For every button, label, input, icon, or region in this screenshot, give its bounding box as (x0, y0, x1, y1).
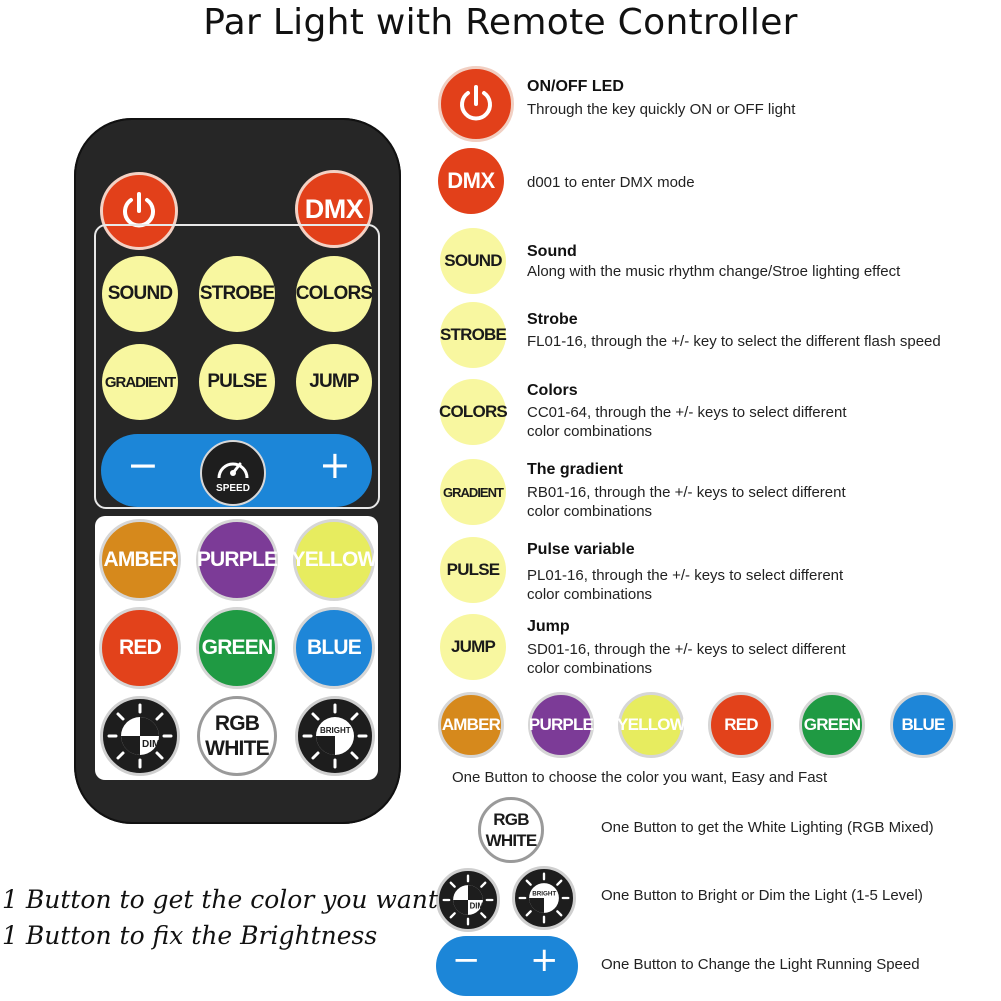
legend-desc-onoff: Through the key quickly ON or OFF light (527, 101, 796, 118)
note-color: 1 Button to get the color you want (2, 885, 438, 914)
colors-button[interactable]: COLORS (296, 256, 372, 332)
legend-dim-button (436, 868, 500, 932)
green-button[interactable]: GREEN (196, 607, 278, 689)
dmx-button[interactable]: DMX (295, 170, 373, 248)
legend-title-sound: Sound (527, 243, 577, 260)
legend-jump-button: JUMP (440, 614, 506, 680)
legend-desc-pulse-2: color combinations (527, 586, 653, 603)
legend-rgb-label: RGB (493, 810, 529, 829)
legend-green-button: GREEN (799, 692, 865, 758)
dim-label: DIM (142, 739, 161, 750)
legend-bright-label: BRIGHT (532, 890, 557, 898)
bright-icon (298, 699, 372, 773)
gradient-button[interactable]: GRADIENT (102, 344, 178, 420)
caption-brightness: One Button to Bright or Dim the Light (1-5 Level) (601, 887, 923, 904)
speedometer-icon (202, 442, 264, 504)
legend-title-jump: Jump (527, 618, 570, 635)
caption-colors: One Button to choose the color you want, Easy and Fast (452, 769, 828, 786)
legend-white-label: WHITE (485, 831, 537, 850)
legend-purple-button: PURPLE (528, 692, 594, 758)
sound-button[interactable]: SOUND (102, 256, 178, 332)
legend-desc-colors-2: color combinations (527, 423, 653, 440)
legend-red-button: RED (708, 692, 774, 758)
dim-icon (439, 871, 497, 929)
rgb-label: RGB (214, 712, 260, 735)
legend-dim-label: DIM (469, 901, 484, 911)
page-title: Par Light with Remote Controller (203, 2, 798, 43)
strobe-button[interactable]: STROBE (199, 256, 275, 332)
white-label: WHITE (205, 737, 269, 760)
caption-speed: One Button to Change the Light Running Speed (601, 956, 920, 973)
legend-desc-gradient-2: color combinations (527, 503, 653, 520)
bright-button[interactable] (295, 696, 375, 776)
speed-minus-button[interactable]: − (127, 443, 159, 487)
legend-desc-dmx: d001 to enter DMX mode (527, 174, 695, 191)
red-button[interactable]: RED (99, 607, 181, 689)
legend-desc-colors-1: CC01-64, through the +/- keys to select different (527, 404, 847, 421)
jump-button[interactable]: JUMP (296, 344, 372, 420)
legend-desc-jump-2: color combinations (527, 660, 653, 677)
legend-desc-pulse-1: PL01-16, through the +/- keys to select different (527, 567, 844, 584)
legend-desc-gradient-1: RB01-16, through the +/- keys to select different (527, 484, 846, 501)
speed-plus-button[interactable]: + (319, 443, 351, 487)
legend-title-colors: Colors (527, 382, 578, 399)
legend-dmx-button: DMX (438, 148, 504, 214)
legend-speed-plus: + (530, 940, 559, 980)
speed-dial-button[interactable] (200, 440, 266, 506)
legend-gradient-button: GRADIENT (440, 459, 506, 525)
legend-sound-button: SOUND (440, 228, 506, 294)
legend-colors-button: COLORS (440, 379, 506, 445)
legend-amber-button: AMBER (438, 692, 504, 758)
speed-control (101, 434, 372, 507)
legend-rgb-white-button (478, 797, 544, 863)
bright-icon (515, 869, 573, 927)
legend-title-gradient: The gradient (527, 461, 624, 478)
legend-speed-control (436, 936, 578, 996)
blue-button[interactable]: BLUE (293, 607, 375, 689)
legend-desc-sound: Along with the music rhythm change/Stroe lighting effect (527, 263, 901, 280)
purple-button[interactable]: PURPLE (196, 519, 278, 601)
legend-title-onoff: ON/OFF LED (527, 78, 624, 95)
legend-strobe-button: STROBE (440, 302, 506, 368)
pulse-button[interactable]: PULSE (199, 344, 275, 420)
legend-blue-button: BLUE (890, 692, 956, 758)
rgb-white-button[interactable] (197, 696, 277, 776)
legend-desc-jump-1: SD01-16, through the +/- keys to select different (527, 641, 846, 658)
legend-yellow-button: YELLOW (618, 692, 684, 758)
legend-title-pulse: Pulse variable (527, 541, 635, 558)
legend-desc-strobe: FL01-16, through the +/- key to select the different flash speed (527, 333, 941, 350)
speed-label: SPEED (216, 483, 250, 494)
dim-button[interactable] (100, 696, 180, 776)
legend-pulse-button: PULSE (440, 537, 506, 603)
legend-bright-button (512, 866, 576, 930)
yellow-button[interactable]: YELLOW (293, 519, 375, 601)
bright-label: BRIGHT (320, 726, 351, 735)
power-icon (454, 82, 498, 126)
dim-icon (103, 699, 177, 773)
note-brightness: 1 Button to fix the Brightness (2, 921, 378, 950)
amber-button[interactable]: AMBER (99, 519, 181, 601)
legend-power-button (438, 66, 514, 142)
caption-white: One Button to get the White Lighting (RGB Mixed) (601, 819, 934, 836)
legend-title-strobe: Strobe (527, 311, 578, 328)
legend-speed-minus: − (452, 940, 481, 980)
